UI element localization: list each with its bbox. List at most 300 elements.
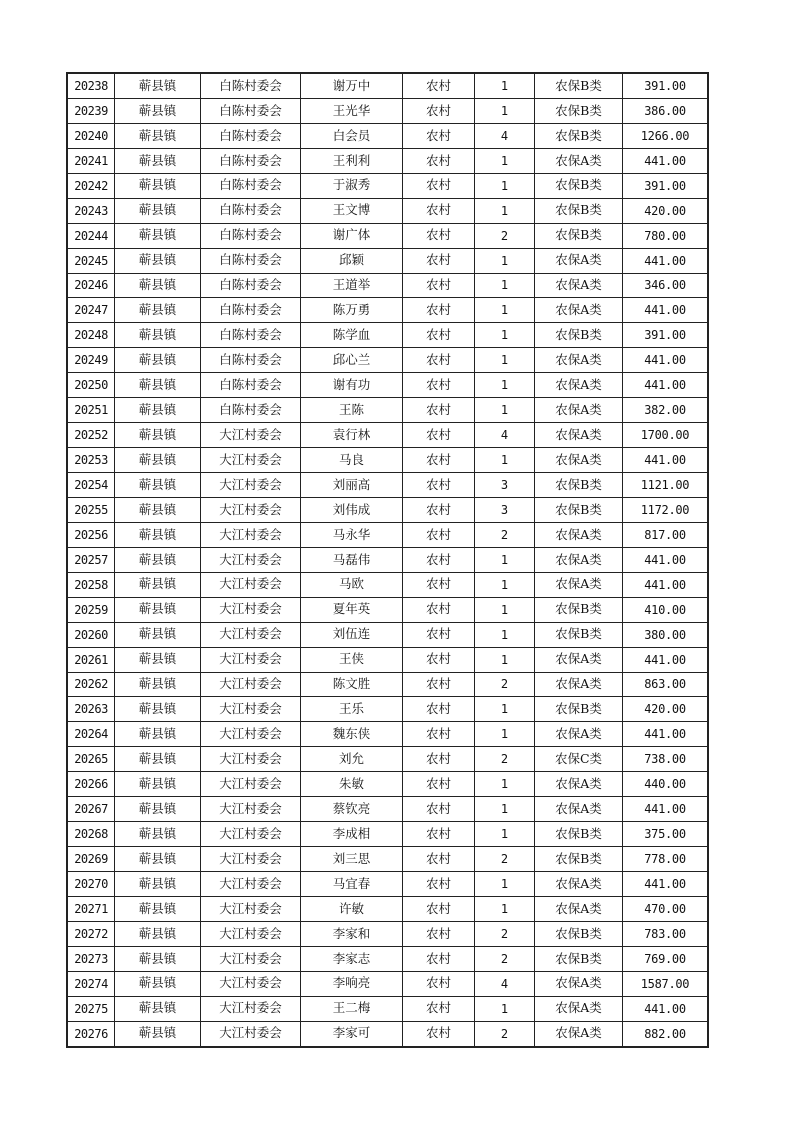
row-id-cell: 20245	[67, 248, 115, 273]
amount-cell: 441.00	[623, 348, 709, 373]
amount-cell: 440.00	[623, 772, 709, 797]
area-type-cell: 农村	[403, 772, 475, 797]
table-row	[67, 672, 708, 697]
amount-cell: 783.00	[623, 921, 709, 946]
township-cell: 蕲县镇	[115, 547, 201, 572]
area-type-cell: 农村	[403, 597, 475, 622]
amount-cell: 382.00	[623, 398, 709, 423]
table-row	[67, 497, 708, 522]
table-row	[67, 971, 708, 996]
row-id-cell: 20250	[67, 373, 115, 398]
amount-cell: 420.00	[623, 198, 709, 223]
insurance-category-cell: 农保B类	[535, 822, 623, 847]
area-type-cell: 农村	[403, 348, 475, 373]
household-count-cell: 4	[475, 971, 535, 996]
name-cell: 刘丽高	[301, 473, 403, 498]
table-row	[67, 872, 708, 897]
township-cell: 蕲县镇	[115, 98, 201, 123]
township-cell: 蕲县镇	[115, 173, 201, 198]
village-committee-cell: 大江村委会	[201, 1021, 301, 1046]
insurance-category-cell: 农保A类	[535, 423, 623, 448]
insurance-category-cell: 农保A类	[535, 348, 623, 373]
name-cell: 王二梅	[301, 996, 403, 1021]
amount-cell: 738.00	[623, 747, 709, 772]
row-id-cell: 20247	[67, 298, 115, 323]
table-row	[67, 522, 708, 547]
area-type-cell: 农村	[403, 473, 475, 498]
table-row	[67, 273, 708, 298]
row-id-cell: 20267	[67, 797, 115, 822]
row-id-cell: 20240	[67, 123, 115, 148]
area-type-cell: 农村	[403, 946, 475, 971]
name-cell: 马欧	[301, 572, 403, 597]
name-cell: 谢有功	[301, 373, 403, 398]
household-count-cell: 1	[475, 772, 535, 797]
village-committee-cell: 大江村委会	[201, 473, 301, 498]
amount-cell: 1172.00	[623, 497, 709, 522]
household-count-cell: 1	[475, 448, 535, 473]
township-cell: 蕲县镇	[115, 423, 201, 448]
area-type-cell: 农村	[403, 747, 475, 772]
insurance-category-cell: 农保A类	[535, 996, 623, 1021]
insurance-category-cell: 农保C类	[535, 747, 623, 772]
table-row	[67, 597, 708, 622]
name-cell: 王陈	[301, 398, 403, 423]
village-committee-cell: 大江村委会	[201, 672, 301, 697]
row-id-cell: 20269	[67, 847, 115, 872]
row-id-cell: 20274	[67, 971, 115, 996]
village-committee-cell: 白陈村委会	[201, 323, 301, 348]
name-cell: 王侠	[301, 647, 403, 672]
household-count-cell: 2	[475, 946, 535, 971]
area-type-cell: 农村	[403, 223, 475, 248]
township-cell: 蕲县镇	[115, 123, 201, 148]
table-row	[67, 323, 708, 348]
household-count-cell: 1	[475, 348, 535, 373]
table-row	[67, 173, 708, 198]
area-type-cell: 农村	[403, 273, 475, 298]
household-count-cell: 1	[475, 323, 535, 348]
township-cell: 蕲县镇	[115, 148, 201, 173]
township-cell: 蕲县镇	[115, 996, 201, 1021]
insurance-category-cell: 农保B类	[535, 123, 623, 148]
township-cell: 蕲县镇	[115, 797, 201, 822]
insurance-category-cell: 农保A类	[535, 522, 623, 547]
name-cell: 王文博	[301, 198, 403, 223]
table-row	[67, 198, 708, 223]
area-type-cell: 农村	[403, 398, 475, 423]
area-type-cell: 农村	[403, 148, 475, 173]
amount-cell: 780.00	[623, 223, 709, 248]
name-cell: 刘伟成	[301, 497, 403, 522]
amount-cell: 817.00	[623, 522, 709, 547]
amount-cell: 863.00	[623, 672, 709, 697]
insurance-category-cell: 农保B类	[535, 473, 623, 498]
household-count-cell: 4	[475, 123, 535, 148]
insurance-category-cell: 农保A类	[535, 797, 623, 822]
table-row	[67, 647, 708, 672]
area-type-cell: 农村	[403, 572, 475, 597]
name-cell: 夏年英	[301, 597, 403, 622]
township-cell: 蕲县镇	[115, 822, 201, 847]
row-id-cell: 20259	[67, 597, 115, 622]
amount-cell: 441.00	[623, 298, 709, 323]
area-type-cell: 农村	[403, 323, 475, 348]
household-count-cell: 4	[475, 423, 535, 448]
village-committee-cell: 大江村委会	[201, 497, 301, 522]
table-row	[67, 797, 708, 822]
row-id-cell: 20254	[67, 473, 115, 498]
row-id-cell: 20256	[67, 522, 115, 547]
area-type-cell: 农村	[403, 847, 475, 872]
table-row	[67, 946, 708, 971]
amount-cell: 375.00	[623, 822, 709, 847]
table-row	[67, 772, 708, 797]
name-cell: 王光华	[301, 98, 403, 123]
village-committee-cell: 白陈村委会	[201, 223, 301, 248]
row-id-cell: 20249	[67, 348, 115, 373]
table-row	[67, 896, 708, 921]
amount-cell: 470.00	[623, 896, 709, 921]
area-type-cell: 农村	[403, 423, 475, 448]
household-count-cell: 1	[475, 572, 535, 597]
name-cell: 王道举	[301, 273, 403, 298]
insurance-category-cell: 农保B类	[535, 98, 623, 123]
table-row	[67, 248, 708, 273]
insurance-category-cell: 农保A类	[535, 896, 623, 921]
village-committee-cell: 大江村委会	[201, 872, 301, 897]
household-count-cell: 1	[475, 73, 535, 98]
area-type-cell: 农村	[403, 921, 475, 946]
household-count-cell: 1	[475, 248, 535, 273]
area-type-cell: 农村	[403, 1021, 475, 1046]
name-cell: 朱敏	[301, 772, 403, 797]
table-row	[67, 398, 708, 423]
area-type-cell: 农村	[403, 448, 475, 473]
amount-cell: 1121.00	[623, 473, 709, 498]
household-count-cell: 1	[475, 198, 535, 223]
amount-cell: 1700.00	[623, 423, 709, 448]
village-committee-cell: 白陈村委会	[201, 248, 301, 273]
row-id-cell: 20270	[67, 872, 115, 897]
name-cell: 谢万中	[301, 73, 403, 98]
household-count-cell: 1	[475, 622, 535, 647]
household-count-cell: 1	[475, 822, 535, 847]
name-cell: 陈万勇	[301, 298, 403, 323]
table-row	[67, 473, 708, 498]
insurance-category-cell: 农保A类	[535, 1021, 623, 1046]
amount-cell: 391.00	[623, 73, 709, 98]
row-id-cell: 20261	[67, 647, 115, 672]
row-id-cell: 20258	[67, 572, 115, 597]
name-cell: 李响亮	[301, 971, 403, 996]
amount-cell: 1266.00	[623, 123, 709, 148]
insurance-category-cell: 农保B类	[535, 323, 623, 348]
township-cell: 蕲县镇	[115, 872, 201, 897]
row-id-cell: 20262	[67, 672, 115, 697]
name-cell: 马磊伟	[301, 547, 403, 572]
township-cell: 蕲县镇	[115, 1021, 201, 1046]
village-committee-cell: 白陈村委会	[201, 198, 301, 223]
row-id-cell: 20266	[67, 772, 115, 797]
table-row	[67, 373, 708, 398]
insurance-category-cell: 农保A类	[535, 647, 623, 672]
village-committee-cell: 白陈村委会	[201, 273, 301, 298]
name-cell: 刘允	[301, 747, 403, 772]
insurance-category-cell: 农保A类	[535, 273, 623, 298]
name-cell: 王利利	[301, 148, 403, 173]
township-cell: 蕲县镇	[115, 946, 201, 971]
township-cell: 蕲县镇	[115, 473, 201, 498]
township-cell: 蕲县镇	[115, 273, 201, 298]
village-committee-cell: 白陈村委会	[201, 173, 301, 198]
row-id-cell: 20272	[67, 921, 115, 946]
area-type-cell: 农村	[403, 373, 475, 398]
name-cell: 谢广体	[301, 223, 403, 248]
insurance-category-cell: 农保A类	[535, 872, 623, 897]
table-row	[67, 996, 708, 1021]
table-row	[67, 722, 708, 747]
amount-cell: 386.00	[623, 98, 709, 123]
insurance-category-cell: 农保B类	[535, 847, 623, 872]
village-committee-cell: 大江村委会	[201, 722, 301, 747]
name-cell: 陈学血	[301, 323, 403, 348]
name-cell: 刘三思	[301, 847, 403, 872]
insurance-category-cell: 农保A类	[535, 248, 623, 273]
household-count-cell: 1	[475, 398, 535, 423]
village-committee-cell: 大江村委会	[201, 797, 301, 822]
amount-cell: 441.00	[623, 797, 709, 822]
insurance-category-cell: 农保A类	[535, 722, 623, 747]
village-committee-cell: 大江村委会	[201, 522, 301, 547]
township-cell: 蕲县镇	[115, 622, 201, 647]
insurance-category-cell: 农保A类	[535, 772, 623, 797]
household-count-cell: 1	[475, 872, 535, 897]
name-cell: 白会员	[301, 123, 403, 148]
insurance-category-cell: 农保B类	[535, 198, 623, 223]
village-committee-cell: 大江村委会	[201, 971, 301, 996]
row-id-cell: 20271	[67, 896, 115, 921]
amount-cell: 346.00	[623, 273, 709, 298]
township-cell: 蕲县镇	[115, 348, 201, 373]
household-count-cell: 1	[475, 697, 535, 722]
insurance-category-cell: 农保A类	[535, 398, 623, 423]
township-cell: 蕲县镇	[115, 896, 201, 921]
row-id-cell: 20253	[67, 448, 115, 473]
table-row	[67, 921, 708, 946]
village-committee-cell: 白陈村委会	[201, 298, 301, 323]
area-type-cell: 农村	[403, 722, 475, 747]
row-id-cell: 20246	[67, 273, 115, 298]
village-committee-cell: 白陈村委会	[201, 148, 301, 173]
township-cell: 蕲县镇	[115, 747, 201, 772]
village-committee-cell: 大江村委会	[201, 647, 301, 672]
household-count-cell: 2	[475, 921, 535, 946]
row-id-cell: 20268	[67, 822, 115, 847]
village-committee-cell: 白陈村委会	[201, 398, 301, 423]
insurance-category-cell: 农保A类	[535, 148, 623, 173]
amount-cell: 441.00	[623, 722, 709, 747]
area-type-cell: 农村	[403, 647, 475, 672]
amount-cell: 391.00	[623, 323, 709, 348]
township-cell: 蕲县镇	[115, 373, 201, 398]
name-cell: 马永华	[301, 522, 403, 547]
amount-cell: 441.00	[623, 148, 709, 173]
table-row	[67, 547, 708, 572]
area-type-cell: 农村	[403, 298, 475, 323]
area-type-cell: 农村	[403, 896, 475, 921]
table-row	[67, 622, 708, 647]
data-table	[66, 72, 709, 1048]
household-count-cell: 2	[475, 223, 535, 248]
township-cell: 蕲县镇	[115, 248, 201, 273]
township-cell: 蕲县镇	[115, 497, 201, 522]
insurance-category-cell: 农保A类	[535, 448, 623, 473]
village-committee-cell: 白陈村委会	[201, 98, 301, 123]
area-type-cell: 农村	[403, 547, 475, 572]
name-cell: 马宜春	[301, 872, 403, 897]
insurance-category-cell: 农保B类	[535, 622, 623, 647]
household-count-cell: 3	[475, 473, 535, 498]
row-id-cell: 20238	[67, 73, 115, 98]
township-cell: 蕲县镇	[115, 572, 201, 597]
village-committee-cell: 大江村委会	[201, 547, 301, 572]
area-type-cell: 农村	[403, 872, 475, 897]
household-count-cell: 2	[475, 672, 535, 697]
name-cell: 魏东侠	[301, 722, 403, 747]
row-id-cell: 20241	[67, 148, 115, 173]
area-type-cell: 农村	[403, 797, 475, 822]
village-committee-cell: 白陈村委会	[201, 348, 301, 373]
household-count-cell: 1	[475, 173, 535, 198]
table-row	[67, 348, 708, 373]
household-count-cell: 2	[475, 522, 535, 547]
insurance-category-cell: 农保B类	[535, 497, 623, 522]
name-cell: 马良	[301, 448, 403, 473]
insurance-category-cell: 农保B类	[535, 921, 623, 946]
row-id-cell: 20265	[67, 747, 115, 772]
township-cell: 蕲县镇	[115, 722, 201, 747]
amount-cell: 441.00	[623, 872, 709, 897]
row-id-cell: 20275	[67, 996, 115, 1021]
township-cell: 蕲县镇	[115, 223, 201, 248]
amount-cell: 441.00	[623, 373, 709, 398]
township-cell: 蕲县镇	[115, 647, 201, 672]
village-committee-cell: 白陈村委会	[201, 123, 301, 148]
household-count-cell: 1	[475, 373, 535, 398]
area-type-cell: 农村	[403, 522, 475, 547]
table-row	[67, 423, 708, 448]
row-id-cell: 20260	[67, 622, 115, 647]
row-id-cell: 20263	[67, 697, 115, 722]
village-committee-cell: 大江村委会	[201, 921, 301, 946]
household-count-cell: 2	[475, 1021, 535, 1046]
household-count-cell: 2	[475, 747, 535, 772]
row-id-cell: 20239	[67, 98, 115, 123]
township-cell: 蕲县镇	[115, 448, 201, 473]
table-body	[67, 73, 708, 1047]
village-committee-cell: 大江村委会	[201, 847, 301, 872]
row-id-cell: 20244	[67, 223, 115, 248]
row-id-cell: 20255	[67, 497, 115, 522]
area-type-cell: 农村	[403, 672, 475, 697]
area-type-cell: 农村	[403, 73, 475, 98]
table-row	[67, 847, 708, 872]
amount-cell: 391.00	[623, 173, 709, 198]
row-id-cell: 20252	[67, 423, 115, 448]
village-committee-cell: 大江村委会	[201, 896, 301, 921]
household-count-cell: 1	[475, 148, 535, 173]
name-cell: 李家志	[301, 946, 403, 971]
township-cell: 蕲县镇	[115, 971, 201, 996]
table-row	[67, 298, 708, 323]
name-cell: 李成相	[301, 822, 403, 847]
household-count-cell: 1	[475, 647, 535, 672]
village-committee-cell: 大江村委会	[201, 822, 301, 847]
household-count-cell: 1	[475, 996, 535, 1021]
township-cell: 蕲县镇	[115, 73, 201, 98]
village-committee-cell: 大江村委会	[201, 448, 301, 473]
name-cell: 邱颖	[301, 248, 403, 273]
amount-cell: 882.00	[623, 1021, 709, 1046]
household-count-cell: 1	[475, 547, 535, 572]
village-committee-cell: 白陈村委会	[201, 73, 301, 98]
household-count-cell: 1	[475, 298, 535, 323]
insurance-category-cell: 农保B类	[535, 697, 623, 722]
township-cell: 蕲县镇	[115, 522, 201, 547]
household-count-cell: 1	[475, 273, 535, 298]
table-row	[67, 697, 708, 722]
village-committee-cell: 大江村委会	[201, 622, 301, 647]
name-cell: 许敏	[301, 896, 403, 921]
insurance-category-cell: 农保B类	[535, 73, 623, 98]
area-type-cell: 农村	[403, 822, 475, 847]
amount-cell: 778.00	[623, 847, 709, 872]
township-cell: 蕲县镇	[115, 298, 201, 323]
township-cell: 蕲县镇	[115, 921, 201, 946]
name-cell: 于淑秀	[301, 173, 403, 198]
table-row	[67, 572, 708, 597]
village-committee-cell: 大江村委会	[201, 597, 301, 622]
amount-cell: 441.00	[623, 547, 709, 572]
name-cell: 刘伍连	[301, 622, 403, 647]
row-id-cell: 20257	[67, 547, 115, 572]
table-row	[67, 747, 708, 772]
area-type-cell: 农村	[403, 697, 475, 722]
village-committee-cell: 大江村委会	[201, 572, 301, 597]
township-cell: 蕲县镇	[115, 672, 201, 697]
area-type-cell: 农村	[403, 497, 475, 522]
village-committee-cell: 大江村委会	[201, 697, 301, 722]
table-row	[67, 448, 708, 473]
township-cell: 蕲县镇	[115, 398, 201, 423]
insurance-category-cell: 农保A类	[535, 298, 623, 323]
name-cell: 蔡钦亮	[301, 797, 403, 822]
insurance-category-cell: 农保B类	[535, 223, 623, 248]
area-type-cell: 农村	[403, 248, 475, 273]
name-cell: 王乐	[301, 697, 403, 722]
household-count-cell: 1	[475, 797, 535, 822]
row-id-cell: 20243	[67, 198, 115, 223]
table-row	[67, 148, 708, 173]
table-row	[67, 1021, 708, 1046]
name-cell: 邱心兰	[301, 348, 403, 373]
amount-cell: 410.00	[623, 597, 709, 622]
name-cell: 李家可	[301, 1021, 403, 1046]
row-id-cell: 20242	[67, 173, 115, 198]
name-cell: 陈文胜	[301, 672, 403, 697]
area-type-cell: 农村	[403, 98, 475, 123]
